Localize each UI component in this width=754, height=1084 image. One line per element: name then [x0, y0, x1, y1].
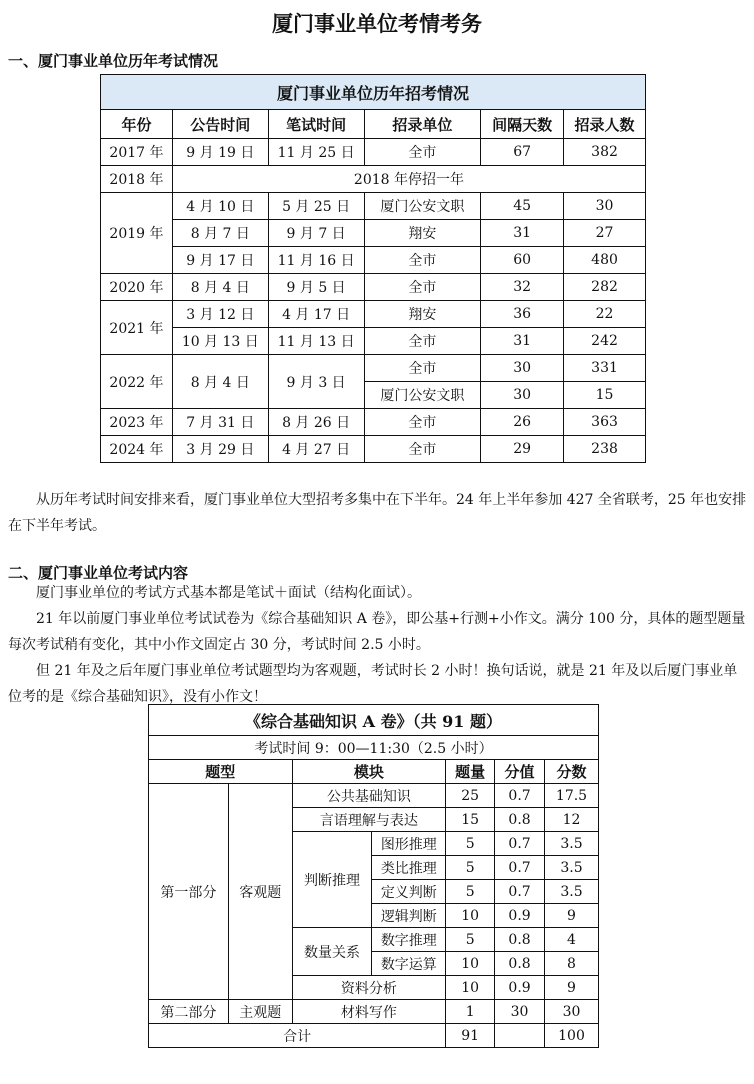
notice-cell: 8 月 4 日	[172, 355, 268, 409]
table-title: 厦门事业单位历年招考情况	[101, 75, 646, 110]
table-row	[101, 166, 646, 193]
unit-cell: 厦门公安文职	[364, 193, 481, 220]
exam-structure-table	[148, 704, 599, 1048]
exam-cell: 11 月 13 日	[268, 328, 364, 355]
module-cell: 图形推理	[372, 832, 446, 856]
unit-cell: 全市	[364, 274, 481, 301]
count-cell: 5	[446, 928, 495, 952]
table-header-row	[101, 110, 646, 139]
unit-cell: 全市	[364, 436, 481, 463]
score-cell: 3.5	[545, 832, 599, 856]
year-cell: 2024 年	[101, 436, 173, 463]
days-cell: 45	[481, 193, 564, 220]
table-row	[101, 193, 646, 220]
module-cell: 类比推理	[372, 856, 446, 880]
days-cell: 67	[481, 139, 564, 166]
exam-cell: 5 月 25 日	[268, 193, 364, 220]
count-cell: 282	[564, 274, 646, 301]
table-row	[101, 328, 646, 355]
header-value: 分值	[495, 760, 545, 784]
value-cell: 0.9	[495, 976, 545, 1000]
score-cell: 9	[545, 976, 599, 1000]
score-cell: 3.5	[545, 880, 599, 904]
days-cell: 36	[481, 301, 564, 328]
unit-cell: 翔安	[364, 220, 481, 247]
count-cell: 10	[446, 904, 495, 928]
days-cell: 31	[481, 220, 564, 247]
table-header-row	[149, 760, 599, 784]
exam-cell: 9 月 5 日	[268, 274, 364, 301]
exam-cell: 9 月 3 日	[268, 355, 364, 409]
section2-paragraph-3: 但 21 年及之后年厦门事业单位考试题型均为客观题，考试时长 2 小时！换句话说，就是 21 年及以后厦门事业单位考的是《综合基础知识》，没有小作文！	[8, 663, 738, 705]
count-cell: 10	[446, 952, 495, 976]
total-value	[495, 1024, 545, 1048]
notice-cell: 10 月 13 日	[172, 328, 268, 355]
exam-cell: 4 月 27 日	[268, 436, 364, 463]
unit-cell: 全市	[364, 355, 481, 382]
year-cell: 2023 年	[101, 409, 173, 436]
count-cell: 238	[564, 436, 646, 463]
section1-paragraph: 从历年考试时间安排来看，厦门事业单位大型招考多集中在下半年。24 年上半年参加 427 全省联考，25 年也安排在下半年考试。	[8, 492, 747, 534]
unit-cell: 全市	[364, 247, 481, 274]
table-row	[101, 247, 646, 274]
total-label: 合计	[149, 1024, 446, 1048]
notice-cell: 9 月 19 日	[172, 139, 268, 166]
exam-time: 考试时间 9：00—11:30（2.5 小时）	[149, 736, 599, 760]
section2-paragraph-2: 21 年以前厦门事业单位考试试卷为《综合基础知识 A 卷》，即公基+行测+小作文。满分 100 分，具体的题型题量每次考试稍有变化，其中小作文固定占 30 分，考试时间 2.5 小时。	[8, 611, 746, 653]
judge-group-cell: 判断推理	[292, 832, 372, 928]
module-cell: 数字推理	[372, 928, 446, 952]
total-score: 100	[545, 1024, 599, 1048]
days-cell: 26	[481, 409, 564, 436]
header-year: 年份	[101, 110, 173, 139]
count-cell: 30	[564, 193, 646, 220]
section1-summary	[8, 487, 748, 539]
section1-heading: 一、厦门事业单位历年考试情况	[8, 52, 219, 70]
header-count: 题量	[446, 760, 495, 784]
score-cell: 30	[545, 1000, 599, 1024]
exam-cell: 4 月 17 日	[268, 301, 364, 328]
year-cell: 2017 年	[101, 139, 173, 166]
count-cell: 5	[446, 856, 495, 880]
header-days: 间隔天数	[481, 110, 564, 139]
notice-cell: 3 月 12 日	[172, 301, 268, 328]
count-cell: 27	[564, 220, 646, 247]
module-cell: 资料分析	[292, 976, 446, 1000]
total-count: 91	[446, 1024, 495, 1048]
days-cell: 30	[481, 382, 564, 409]
score-cell: 9	[545, 904, 599, 928]
recruitment-history-table	[100, 74, 646, 463]
value-cell: 0.8	[495, 808, 545, 832]
unit-cell: 厦门公安文职	[364, 382, 481, 409]
days-cell: 32	[481, 274, 564, 301]
value-cell: 0.7	[495, 880, 545, 904]
year-cell: 2022 年	[101, 355, 173, 409]
exam-cell: 11 月 25 日	[268, 139, 364, 166]
count-cell: 363	[564, 409, 646, 436]
table-row	[101, 220, 646, 247]
total-row	[149, 1024, 599, 1048]
count-cell: 1	[446, 1000, 495, 1024]
table-row	[149, 1000, 599, 1024]
days-cell: 60	[481, 247, 564, 274]
value-cell: 0.9	[495, 904, 545, 928]
unit-cell: 全市	[364, 409, 481, 436]
value-cell: 30	[495, 1000, 545, 1024]
module-cell: 定义判断	[372, 880, 446, 904]
count-cell: 15	[564, 382, 646, 409]
count-cell: 5	[446, 880, 495, 904]
count-cell: 382	[564, 139, 646, 166]
header-score: 分数	[545, 760, 599, 784]
header-module: 模块	[292, 760, 446, 784]
header-type: 题型	[149, 760, 293, 784]
module-cell: 材料写作	[292, 1000, 446, 1024]
score-cell: 12	[545, 808, 599, 832]
note-cell: 2018 年停招一年	[172, 166, 645, 193]
subjective-cell: 主观题	[228, 1000, 292, 1024]
header-notice: 公告时间	[172, 110, 268, 139]
score-cell: 4	[545, 928, 599, 952]
notice-cell: 3 月 29 日	[172, 436, 268, 463]
page-title: 厦门事业单位考情考务	[272, 12, 482, 36]
table-row	[101, 436, 646, 463]
count-cell: 25	[446, 784, 495, 808]
count-cell: 480	[564, 247, 646, 274]
days-cell: 31	[481, 328, 564, 355]
module-cell: 数字运算	[372, 952, 446, 976]
year-cell: 2021 年	[101, 301, 173, 355]
section2-heading: 二、厦门事业单位考试内容	[8, 564, 189, 582]
notice-cell: 8 月 7 日	[172, 220, 268, 247]
module-cell: 言语理解与表达	[292, 808, 446, 832]
score-cell: 17.5	[545, 784, 599, 808]
year-cell: 2018 年	[101, 166, 173, 193]
value-cell: 0.8	[495, 952, 545, 976]
table-row	[149, 784, 599, 808]
module-cell: 公共基础知识	[292, 784, 446, 808]
unit-cell: 全市	[364, 139, 481, 166]
unit-cell: 全市	[364, 328, 481, 355]
table-row	[101, 301, 646, 328]
value-cell: 0.7	[495, 784, 545, 808]
unit-cell: 翔安	[364, 301, 481, 328]
value-cell: 0.8	[495, 928, 545, 952]
exam-table-title: 《综合基础知识 A 卷》（共 91 题）	[149, 705, 599, 736]
notice-cell: 9 月 17 日	[172, 247, 268, 274]
score-cell: 3.5	[545, 856, 599, 880]
exam-cell: 11 月 16 日	[268, 247, 364, 274]
score-cell: 8	[545, 952, 599, 976]
table-row	[101, 139, 646, 166]
notice-cell: 7 月 31 日	[172, 409, 268, 436]
count-cell: 15	[446, 808, 495, 832]
table-row	[101, 274, 646, 301]
notice-cell: 8 月 4 日	[172, 274, 268, 301]
count-cell: 242	[564, 328, 646, 355]
value-cell: 0.7	[495, 832, 545, 856]
part2-cell: 第二部分	[149, 1000, 229, 1024]
year-cell: 2020 年	[101, 274, 173, 301]
table-row	[101, 355, 646, 382]
count-cell: 22	[564, 301, 646, 328]
exam-cell: 8 月 26 日	[268, 409, 364, 436]
exam-cell: 9 月 7 日	[268, 220, 364, 247]
section2-body	[8, 580, 748, 710]
section2-paragraph-1: 厦门事业单位的考试方式基本都是笔试＋面试（结构化面试）。	[36, 585, 421, 601]
year-cell: 2019 年	[101, 193, 173, 274]
table-row	[101, 409, 646, 436]
part1-cell: 第一部分	[149, 784, 229, 1000]
days-cell: 30	[481, 355, 564, 382]
module-cell: 逻辑判断	[372, 904, 446, 928]
count-cell: 10	[446, 976, 495, 1000]
quant-group-cell: 数量关系	[292, 928, 372, 976]
notice-cell: 4 月 10 日	[172, 193, 268, 220]
days-cell: 29	[481, 436, 564, 463]
count-cell: 5	[446, 832, 495, 856]
objective-cell: 客观题	[228, 784, 292, 1000]
header-unit: 招录单位	[364, 110, 481, 139]
count-cell: 331	[564, 355, 646, 382]
header-exam: 笔试时间	[268, 110, 364, 139]
header-count: 招录人数	[564, 110, 646, 139]
value-cell: 0.7	[495, 856, 545, 880]
